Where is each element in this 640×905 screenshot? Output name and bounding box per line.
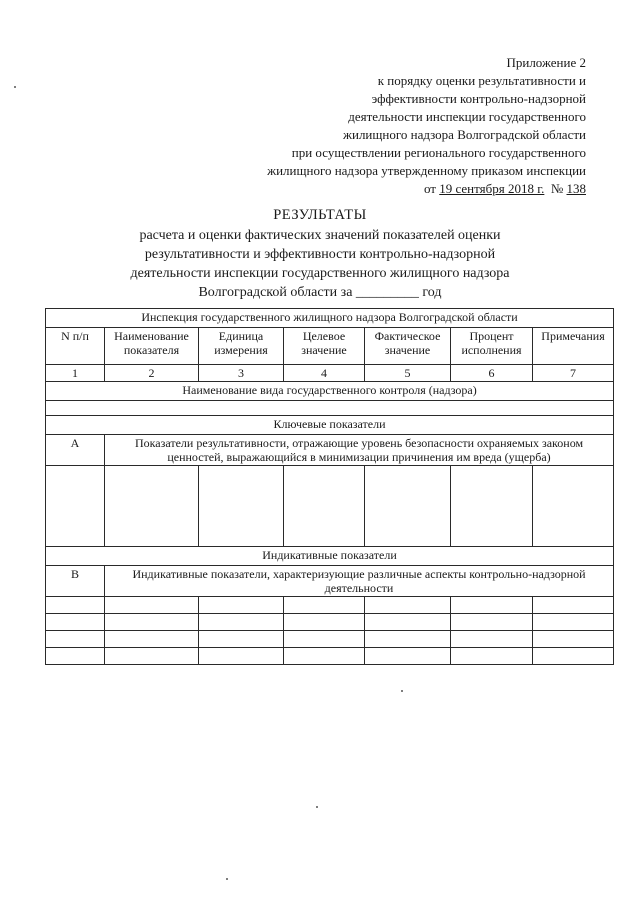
blank-cell: [451, 614, 533, 631]
blank-cell: [46, 597, 105, 614]
scan-speck: [316, 806, 318, 808]
appendix-date-line: [267, 180, 586, 198]
column-header: Примечания: [533, 328, 614, 365]
blank-cell: [451, 648, 533, 665]
column-header: Целевое значение: [284, 328, 365, 365]
blank-cell: [451, 631, 533, 648]
indicative-indicators-cell: Индикативные показатели: [46, 547, 614, 566]
blank-cell: [365, 466, 451, 547]
column-number: 6: [451, 365, 533, 382]
blank-cell: [533, 631, 614, 648]
section-a-code: А: [46, 435, 105, 466]
blank-cell: [46, 401, 614, 416]
table-header-row: [46, 328, 614, 365]
org-title-cell: Инспекция государственного жилищного надзора Волгоградской области: [46, 309, 614, 328]
table-row: [46, 631, 614, 648]
number-prefix: №: [550, 181, 567, 196]
scan-speck: [226, 878, 228, 880]
blank-cell: [46, 648, 105, 665]
blank-cell: [284, 597, 365, 614]
blank-cell: [365, 597, 451, 614]
column-header: Фактическое значение: [365, 328, 451, 365]
document-heading: [0, 206, 640, 302]
blank-cell: [105, 631, 199, 648]
appendix-line: жилищного надзора Волгоградской области: [343, 127, 586, 142]
section-b-row: [46, 566, 614, 597]
table-row: [46, 309, 614, 328]
blank-cell: [105, 466, 199, 547]
column-number: 4: [284, 365, 365, 382]
blank-cell: [451, 466, 533, 547]
blank-cell: [284, 614, 365, 631]
order-number: 138: [566, 181, 586, 196]
section-b-code: В: [46, 566, 105, 597]
order-date: 19 сентября 2018 г.: [439, 181, 545, 196]
column-header: Единица измерения: [199, 328, 284, 365]
blank-cell: [365, 614, 451, 631]
blank-cell: [199, 631, 284, 648]
blank-cell: [46, 631, 105, 648]
table-row: [46, 597, 614, 614]
heading-line: деятельности инспекции государственного жилищного надзора: [130, 266, 510, 281]
document-title: РЕЗУЛЬТАТЫ: [273, 207, 367, 223]
section-a-text: Показатели результативности, отражающие уровень безопасности охраняемых законом ценностей, выражающийся в минимизации причинения им вреда (ущерба): [105, 435, 614, 466]
table-row: [46, 648, 614, 665]
heading-line: Волгоградской области за _________ год: [198, 285, 442, 300]
blank-cell: [199, 597, 284, 614]
blank-cell: [365, 631, 451, 648]
blank-cell: [199, 648, 284, 665]
appendix-line: к порядку оценки результативности и: [377, 73, 586, 88]
scan-speck: [401, 690, 403, 692]
table-row: [46, 614, 614, 631]
blank-cell: [533, 466, 614, 547]
blank-cell: [284, 631, 365, 648]
column-number: 2: [105, 365, 199, 382]
table-row: [46, 547, 614, 566]
blank-cell: [46, 614, 105, 631]
column-header: N п/п: [46, 328, 105, 365]
scan-speck: [14, 86, 16, 88]
table-row: [46, 416, 614, 435]
column-number: 7: [533, 365, 614, 382]
column-number-row: [46, 365, 614, 382]
column-header: Процент исполнения: [451, 328, 533, 365]
blank-cell: [533, 614, 614, 631]
heading-line: результативности и эффективности контрольно-надзорной: [144, 247, 496, 262]
blank-cell: [105, 648, 199, 665]
column-number: 1: [46, 365, 105, 382]
appendix-header: [267, 54, 586, 198]
section-a-row: [46, 435, 614, 466]
table-row: [46, 382, 614, 401]
blank-cell: [105, 614, 199, 631]
table-row: [46, 401, 614, 416]
blank-cell: [46, 466, 105, 547]
column-number: 5: [365, 365, 451, 382]
appendix-line: Приложение 2: [506, 55, 586, 70]
appendix-line: деятельности инспекции государственного: [348, 109, 586, 124]
blank-cell: [533, 597, 614, 614]
blank-cell: [451, 597, 533, 614]
blank-cell: [105, 597, 199, 614]
column-number: 3: [199, 365, 284, 382]
blank-cell: [284, 466, 365, 547]
date-prefix: от: [423, 181, 440, 196]
appendix-line: жилищного надзора утвержденному приказом инспекции: [267, 163, 586, 178]
results-table: [45, 308, 614, 665]
control-type-cell: Наименование вида государственного контроля (надзора): [46, 382, 614, 401]
blank-cell: [365, 648, 451, 665]
appendix-line: при осуществлении регионального государственного: [291, 145, 586, 160]
heading-line: расчета и оценки фактических значений показателей оценки: [139, 228, 501, 243]
table-row: [46, 466, 614, 547]
blank-cell: [199, 466, 284, 547]
blank-cell: [533, 648, 614, 665]
column-header: Наименование показателя: [105, 328, 199, 365]
blank-cell: [199, 614, 284, 631]
section-b-text: Индикативные показатели, характеризующие различные аспекты контрольно-надзорной деятельности: [105, 566, 614, 597]
key-indicators-cell: Ключевые показатели: [46, 416, 614, 435]
blank-cell: [284, 648, 365, 665]
appendix-line: эффективности контрольно-надзорной: [371, 91, 586, 106]
